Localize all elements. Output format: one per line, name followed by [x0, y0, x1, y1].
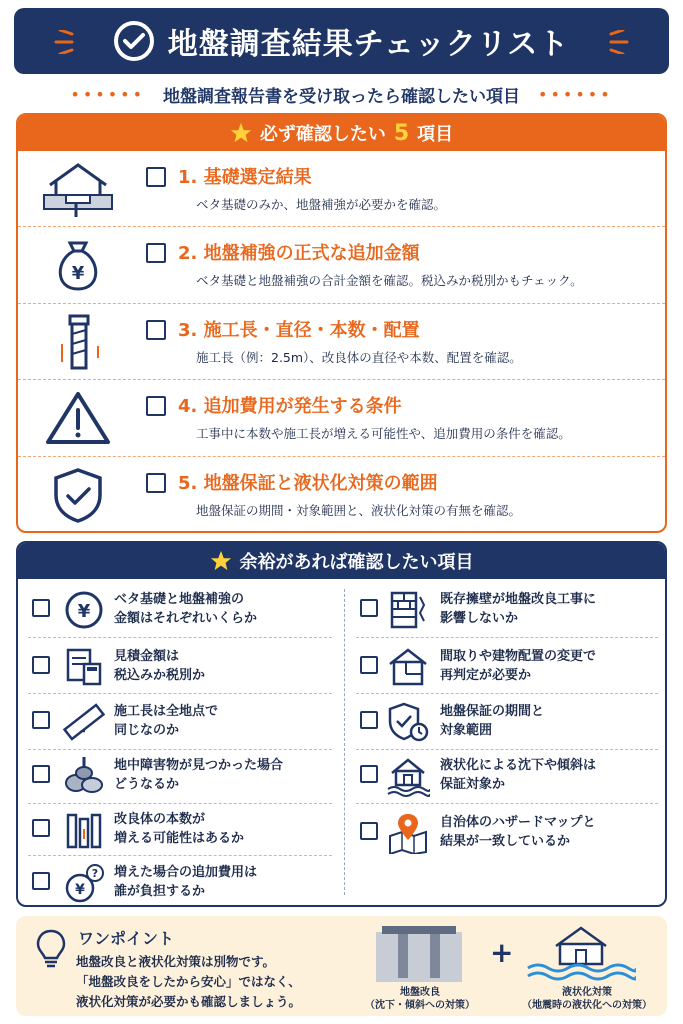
- one-point-tip: [16, 916, 667, 1016]
- optional-item: [348, 583, 667, 635]
- liquefaction-illustration: [526, 920, 636, 984]
- svg-text:?: ?: [91, 867, 99, 880]
- optional-item: [18, 803, 338, 855]
- dots-decoration: ••••••: [538, 84, 613, 104]
- liquefaction-caption: 液状化対策 （地震時の液状化への対策）: [522, 987, 652, 1011]
- must-item-title: 5. 地盤保証と液状化対策の範囲: [178, 472, 438, 494]
- checkbox[interactable]: [146, 243, 166, 263]
- optional-item: [18, 695, 338, 747]
- optional-item: [348, 695, 667, 747]
- tip-heading: ワンポイント: [78, 929, 175, 948]
- subtitle-row: [0, 80, 683, 108]
- optional-item: [18, 640, 338, 692]
- svg-text:¥: ¥: [71, 263, 85, 285]
- must-item-foundation: [18, 151, 665, 227]
- lightbulb-icon: [34, 928, 68, 972]
- plus-sign: +: [490, 936, 514, 969]
- star-icon: [230, 122, 252, 144]
- page-title: 地盤調査結果チェックリスト: [167, 27, 570, 62]
- map-pin-icon: [386, 812, 430, 854]
- ruler-icon: [62, 701, 106, 743]
- floorplan-house-icon: [386, 646, 430, 688]
- checkbox[interactable]: [360, 656, 378, 674]
- svg-text:¥: ¥: [77, 601, 91, 622]
- must-item-title: 2. 地盤補強の正式な追加金額: [178, 243, 420, 265]
- pile-icon: [40, 314, 116, 370]
- ground-improvement-caption: 地盤改良 （沈下・傾斜への対策）: [365, 987, 475, 1011]
- dots-decoration: ••••••: [70, 84, 145, 104]
- row-separator: [28, 693, 332, 694]
- must-item-desc: 施工長（例：2.5m）、改良体の直径や本数、配置を確認。: [196, 349, 522, 365]
- optional-item: [348, 806, 667, 858]
- piles-icon: [62, 809, 106, 851]
- spark-icon: [609, 30, 631, 54]
- must-item-desc: 地盤保証の期間・対象範囲と、液状化対策の有無を確認。: [196, 502, 522, 518]
- optional-item-text: 自治体のハザードマップと 結果が一致しているか: [440, 815, 596, 849]
- checkbox[interactable]: [146, 320, 166, 340]
- checkbox[interactable]: [32, 656, 50, 674]
- house-water-icon: [386, 755, 430, 797]
- estimate-calculator-icon: [62, 646, 106, 688]
- row-separator: [28, 637, 332, 638]
- checkbox[interactable]: [32, 599, 50, 617]
- row-separator: [356, 637, 658, 638]
- optional-item-text: ベタ基礎と地盤補強の 金額はそれぞれいくらか: [114, 592, 258, 626]
- title-banner: [14, 8, 669, 74]
- spark-icon: [52, 30, 74, 54]
- optional-check-section: [16, 541, 667, 907]
- optional-item-text: 改良体の本数が 増える可能性はあるか: [114, 812, 245, 846]
- checkbox[interactable]: [360, 765, 378, 783]
- must-heading-number: 5: [393, 120, 410, 146]
- must-item-title: 3. 施工長・直径・本数・配置: [178, 319, 420, 341]
- optional-item: [18, 749, 338, 801]
- yen-question-icon: [62, 862, 106, 904]
- must-item-extra-cost: [18, 380, 665, 456]
- shield-check-icon: [40, 467, 116, 523]
- must-check-section: [16, 113, 667, 533]
- must-heading-prefix: 必ず確認したい: [259, 124, 386, 145]
- row-separator: [356, 693, 658, 694]
- checkbox[interactable]: [32, 765, 50, 783]
- optional-item-text: 既存擁壁が地盤改良工事に 影響しないか: [440, 592, 597, 626]
- must-item-desc: ベタ基礎のみか、地盤補強が必要かを確認。: [196, 197, 447, 212]
- house-foundation-icon: [40, 161, 116, 217]
- shield-clock-icon: [386, 701, 430, 743]
- money-bag-icon: [40, 237, 116, 293]
- optional-item-text: 地中障害物が見つかった場合 どうなるか: [114, 758, 284, 792]
- checkbox[interactable]: [32, 872, 50, 890]
- page-subtitle: 地盤調査報告書を受け取ったら確認したい項目: [163, 86, 520, 107]
- must-item-guarantee: [18, 457, 665, 533]
- optional-item-text: 間取りや建物配置の変更で 再判定が必要か: [440, 649, 597, 683]
- svg-text:¥: ¥: [75, 882, 85, 898]
- rocks-icon: [62, 755, 106, 797]
- check-circle-icon: [114, 21, 154, 61]
- star-icon: [210, 550, 232, 572]
- optional-item-text: 増えた場合の追加費用は 誰が負担するか: [114, 865, 258, 899]
- checkbox[interactable]: [32, 711, 50, 729]
- optional-heading-text: 余裕があれば確認したい項目: [239, 552, 474, 573]
- must-item-title: 4. 追加費用が発生する条件: [178, 396, 402, 418]
- must-item-spec: [18, 304, 665, 380]
- checkbox[interactable]: [146, 473, 166, 493]
- retaining-wall-icon: [386, 589, 430, 631]
- checkbox[interactable]: [360, 711, 378, 729]
- must-check-heading: [18, 115, 665, 151]
- checkbox[interactable]: [146, 167, 166, 187]
- tip-body: 地盤改良と液状化対策は別物です。 「地盤改良をしたから安心」ではなく、 液状化対策が必要かも確認しましょう。: [76, 954, 302, 1009]
- checkbox[interactable]: [360, 822, 378, 840]
- optional-item-text: 液状化による沈下や傾斜は 保証対象か: [440, 758, 597, 792]
- warning-icon: [40, 390, 116, 446]
- optional-item: [348, 749, 667, 801]
- checkbox[interactable]: [32, 819, 50, 837]
- must-heading-suffix: 項目: [417, 124, 454, 145]
- column-divider: [344, 589, 345, 895]
- optional-item-text: 地盤保証の期間と 対象範囲: [440, 704, 545, 738]
- ground-improvement-illustration: [374, 922, 464, 984]
- optional-item: [18, 856, 338, 907]
- must-item-title: 1. 基礎選定結果: [178, 167, 312, 188]
- optional-item: [18, 583, 338, 635]
- optional-item-text: 施工長は全地点で 同じなのか: [114, 704, 219, 738]
- row-separator: [356, 803, 658, 804]
- optional-check-heading: [18, 543, 665, 579]
- must-item-cost: [18, 227, 665, 303]
- checkbox[interactable]: [360, 599, 378, 617]
- checkbox[interactable]: [146, 396, 166, 416]
- must-item-desc: 工事中に本数や施工長が増える可能性や、追加費用の条件を確認。: [196, 426, 571, 442]
- optional-item-text: 見積金額は 税込みか税別か: [114, 649, 206, 683]
- must-item-desc: ベタ基礎と地盤補強の合計金額を確認。税込みか税別かもチェック。: [196, 273, 583, 289]
- optional-item: [348, 640, 667, 692]
- yen-coin-icon: [62, 589, 106, 631]
